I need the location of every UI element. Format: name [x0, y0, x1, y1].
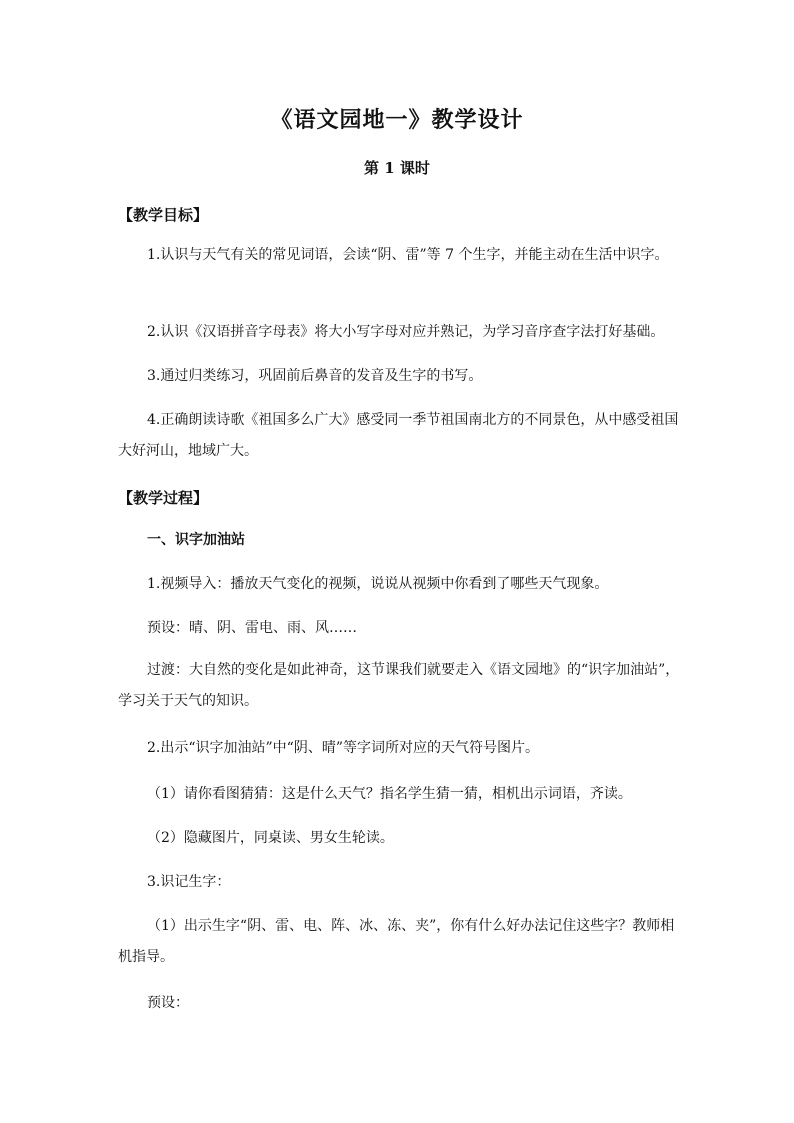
objective-item: 4.正确朗读诗歌《祖国多么广大》感受同一季节祖国南北方的不同景色，从中感受祖国大好河山，地域广大。 [118, 412, 679, 459]
section-heading-objectives: 【教学目标】 [118, 206, 209, 224]
process-paragraph: （2）隐藏图片，同桌读、男女生轮读。 [147, 830, 394, 846]
section-subheading: 一、识字加油站 [147, 532, 245, 548]
process-paragraph: 预设：晴、阴、雷电、雨、风…… [147, 620, 357, 636]
process-paragraph: 2.出示“识字加油站”中“阴、晴”等字词所对应的天气符号图片。 [147, 740, 539, 756]
process-paragraph: 3.识记生字： [147, 874, 231, 890]
objective-item: 2.认识《汉语拼音字母表》将大小写字母对应并熟记，为学习音序查字法打好基础。 [147, 324, 665, 340]
process-paragraph: 过渡：大自然的变化是如此神奇，这节课我们就要走入《语文园地》的“识字加油站”，学习关于天气的知识。 [118, 662, 680, 709]
lesson-period: 第 1 课时 [364, 159, 430, 177]
section-heading-process: 【教学过程】 [118, 489, 209, 507]
objective-item: 1.认识与天气有关的常见词语，会读“阴、雷”等 7 个生字，并能主动在生活中识字。 [147, 247, 669, 263]
process-paragraph: 预设： [147, 995, 189, 1011]
objective-item: 3.通过归类练习，巩固前后鼻音的发音及生字的书写。 [147, 368, 483, 384]
process-paragraph: （1）出示生字“阴、雷、电、阵、冰、冻、夹”，你有什么好办法记住这些字？教师相机指导。 [118, 918, 675, 965]
document-title: 《语文园地一》教学设计 [270, 107, 524, 133]
process-paragraph: （1）请你看图猜猜：这是什么天气？指名学生猜一猜，相机出示词语，齐读。 [147, 786, 632, 802]
process-paragraph: 1.视频导入：播放天气变化的视频，说说从视频中你看到了哪些天气现象。 [147, 576, 609, 592]
